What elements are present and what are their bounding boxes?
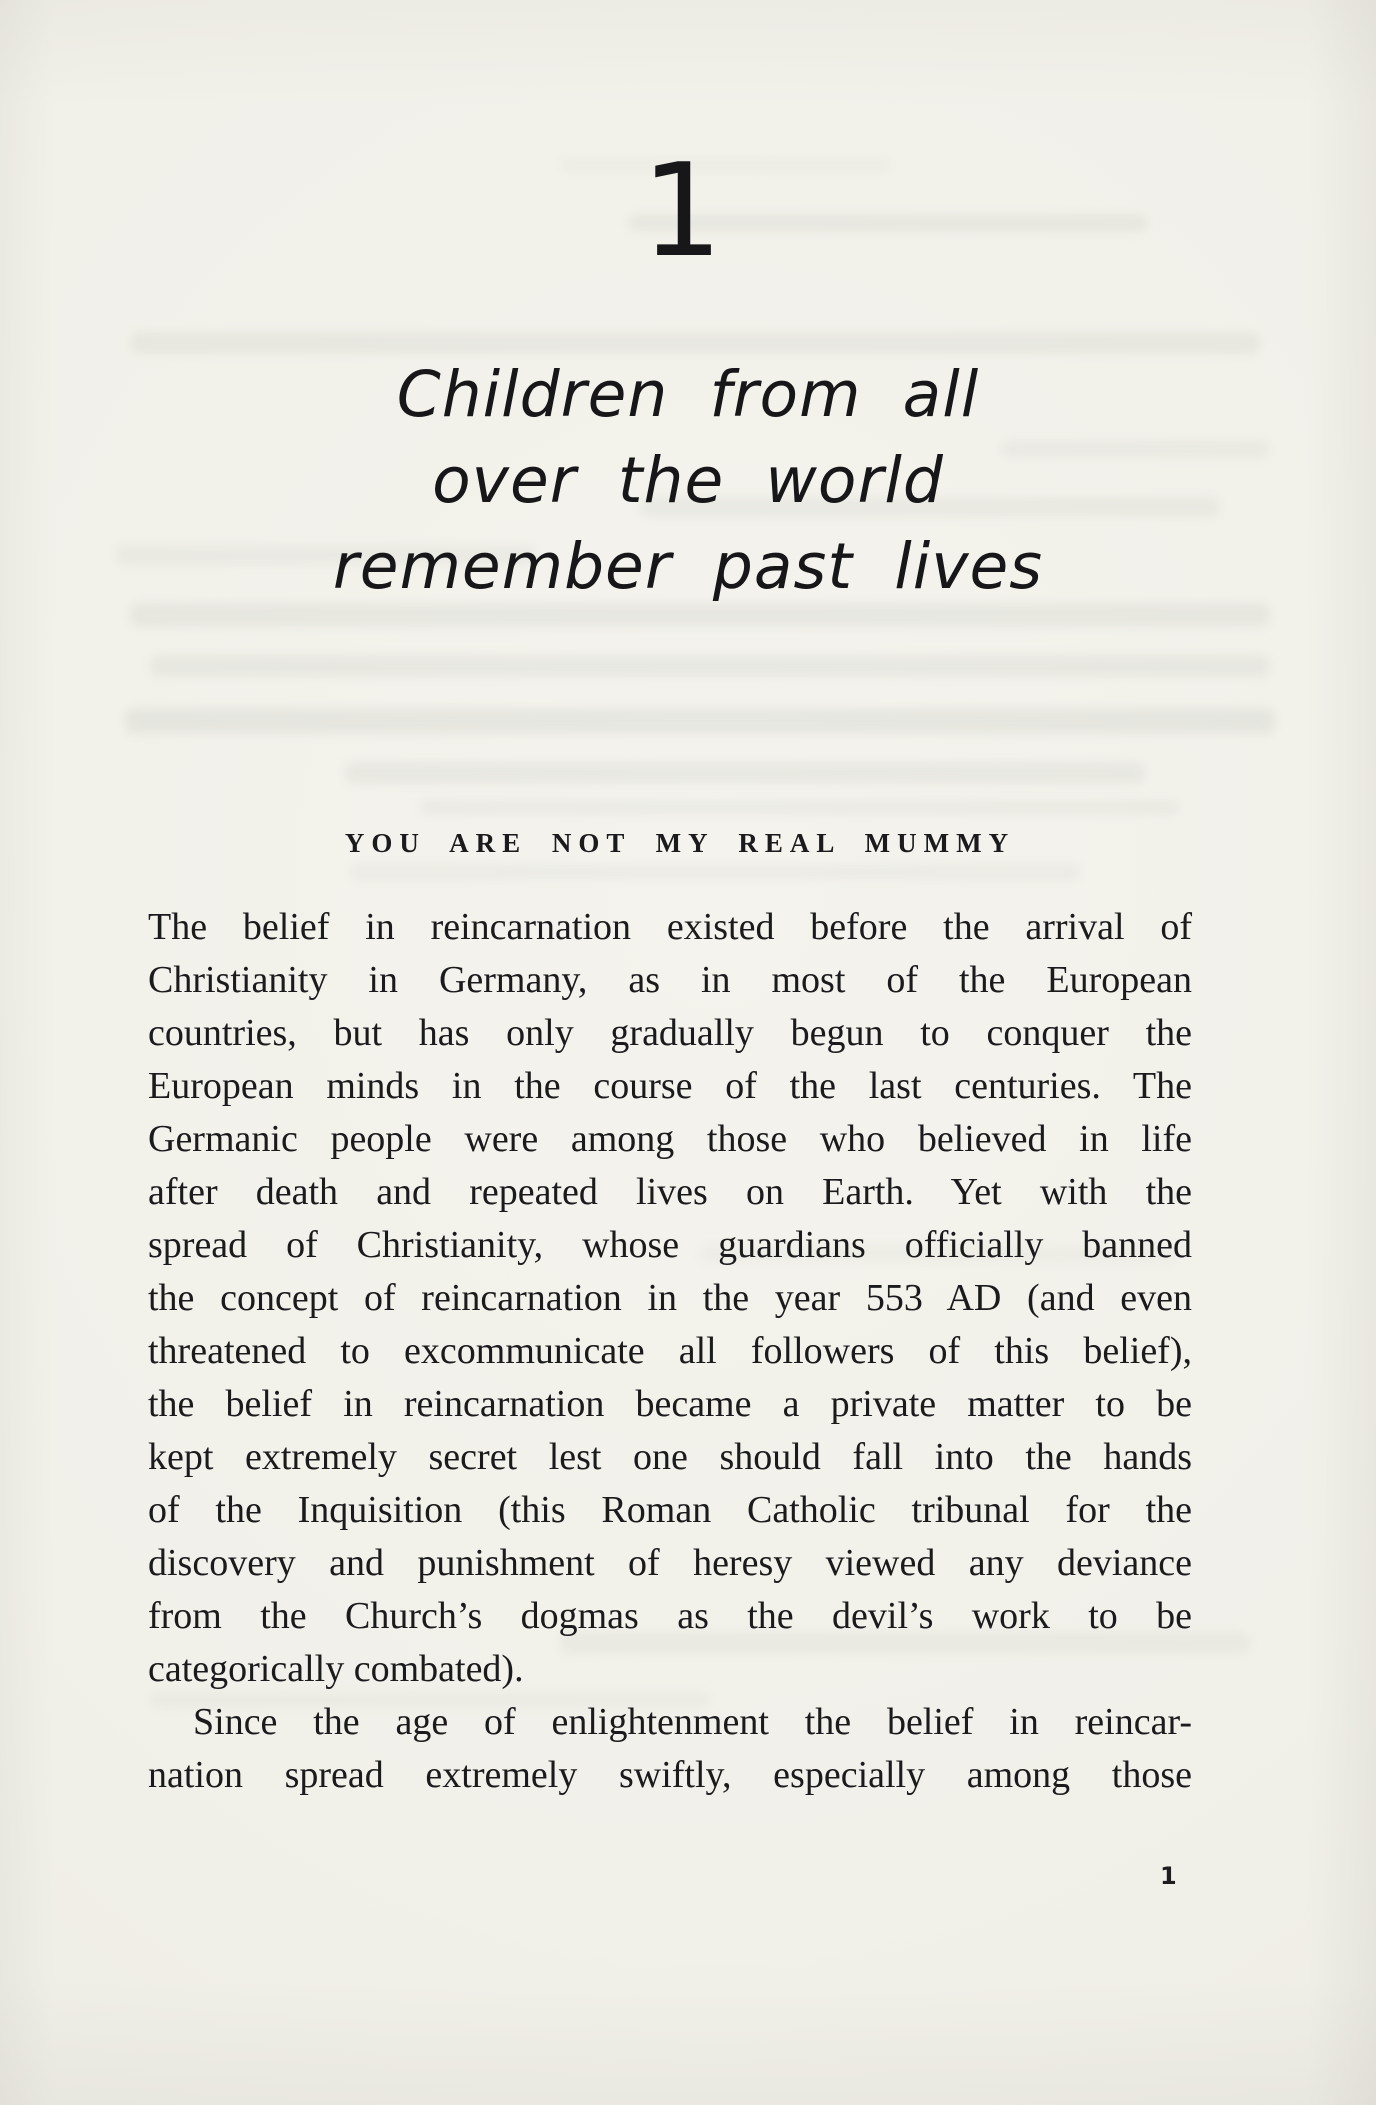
chapter-title-line: over the world bbox=[432, 444, 944, 517]
body-line: after death and repeated lives on Earth. Yet with the bbox=[148, 1171, 1192, 1213]
body-line: of the Inquisition (this Roman Catholic tribunal for the bbox=[148, 1489, 1192, 1531]
body-line: spread of Christianity, whose guardians officially banned bbox=[148, 1224, 1192, 1266]
body-line: The belief in reincarnation existed before the arrival of bbox=[148, 906, 1192, 948]
body-line: from the Church’s dogmas as the devil’s work to be bbox=[148, 1595, 1192, 1637]
chapter-number: 1 bbox=[641, 137, 723, 286]
body-line: the concept of reincarnation in the year 553 AD (and even bbox=[148, 1277, 1192, 1319]
body-line: the belief in reincarnation became a private matter to be bbox=[148, 1383, 1192, 1425]
chapter-title-line: Children from all bbox=[396, 358, 980, 431]
bleed-through-text bbox=[350, 864, 1080, 880]
body-line: discovery and punishment of heresy viewed any deviance bbox=[148, 1542, 1192, 1584]
body-line: Christianity in Germany, as in most of the European bbox=[148, 959, 1192, 1001]
section-heading: YOU ARE NOT MY REAL MUMMY bbox=[344, 828, 1016, 858]
body-line: Germanic people were among those who believed in life bbox=[148, 1118, 1192, 1160]
page-number: 1 bbox=[1160, 1862, 1177, 1890]
body-line: European minds in the course of the last centuries. The bbox=[148, 1065, 1192, 1107]
bleed-through-text bbox=[125, 708, 1275, 734]
body-line: categorically combated). bbox=[148, 1648, 524, 1690]
chapter-title bbox=[0, 352, 1376, 610]
body-line: nation spread extremely swiftly, especially among those bbox=[148, 1754, 1192, 1796]
body-text bbox=[148, 901, 1192, 1802]
chapter-title-line: remember past lives bbox=[332, 530, 1044, 603]
body-line: threatened to excommunicate all followers of this belief), bbox=[148, 1330, 1192, 1372]
bleed-through-text bbox=[345, 762, 1145, 784]
body-line: countries, but has only gradually begun to conquer the bbox=[148, 1012, 1192, 1054]
body-line: Since the age of enlightenment the belief in reincar- bbox=[193, 1701, 1192, 1743]
body-line: kept extremely secret lest one should fall into the hands bbox=[148, 1436, 1192, 1478]
bleed-through-text bbox=[420, 800, 1180, 815]
bleed-through-text bbox=[150, 655, 1270, 677]
bleed-through-text bbox=[130, 332, 1260, 354]
